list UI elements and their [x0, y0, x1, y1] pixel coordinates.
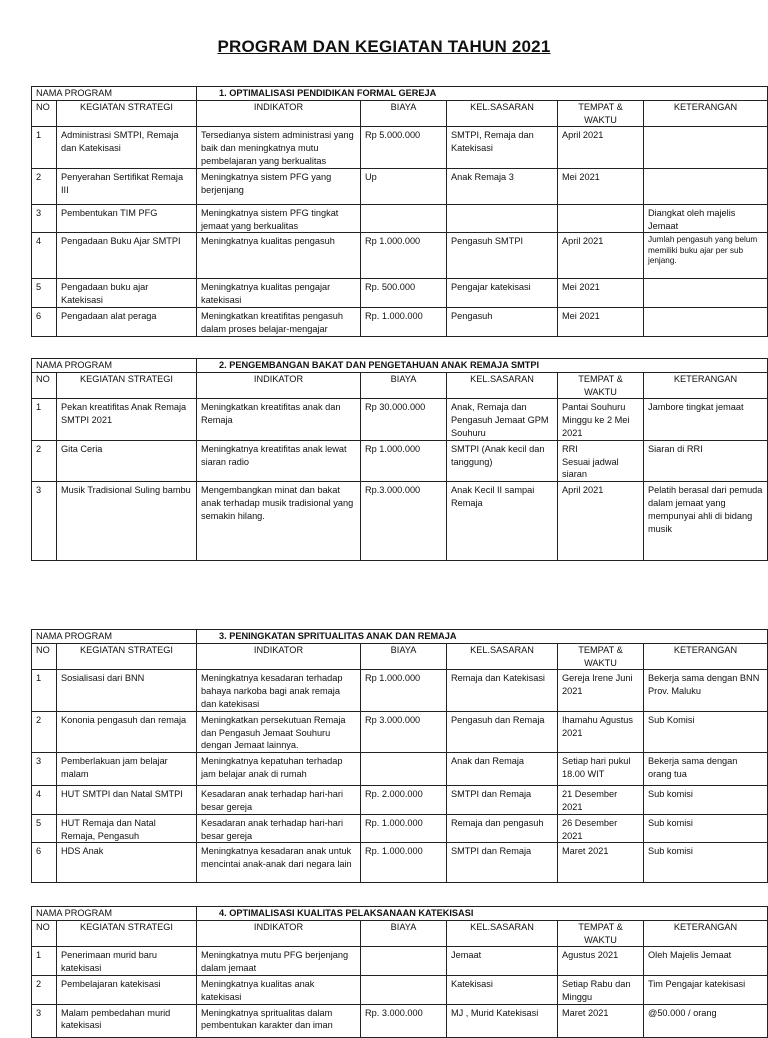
header-indikator: INDIKATOR — [197, 100, 361, 127]
cell-kegiatan-strategi: Penerimaan murid baru katekisasi — [57, 947, 197, 976]
header-no: NO — [32, 372, 57, 399]
cell-tempat-waktu: Ihamahu Agustus 2021 — [558, 711, 644, 752]
table-row — [32, 947, 768, 976]
header-tempat-waktu: TEMPAT & WAKTU — [558, 920, 644, 947]
cell-kegiatan-strategi: Pemberlakuan jam belajar malam — [57, 753, 197, 786]
cell-keterangan: Sub komisi — [644, 843, 768, 883]
cell-no: 3 — [32, 204, 57, 233]
cell-no: 1 — [32, 399, 57, 440]
cell-biaya: Rp. 1.000.000 — [361, 814, 447, 843]
cell-tempat-waktu: Maret 2021 — [558, 843, 644, 883]
table-row — [32, 753, 768, 786]
cell-kegiatan-strategi: HDS Anak — [57, 843, 197, 883]
cell-no: 1 — [32, 670, 57, 711]
cell-no: 2 — [32, 168, 57, 204]
header-no: NO — [32, 920, 57, 947]
program-label: NAMA PROGRAM — [32, 630, 197, 644]
cell-biaya — [361, 975, 447, 1004]
cell-biaya: Rp. 1.000.000 — [361, 843, 447, 883]
cell-indikator: Meningkatnya kualitas pengajar katekisasi — [197, 279, 361, 308]
cell-tempat-waktu: Setiap hari pukul 18.00 WIT — [558, 753, 644, 786]
header-indikator: INDIKATOR — [197, 372, 361, 399]
cell-kel-sasaran: Anak dan Remaja — [447, 753, 558, 786]
cell-kel-sasaran: SMTPI, Remaja dan Katekisasi — [447, 127, 558, 168]
header-kegiatan-strategi: KEGIATAN STRATEGI — [57, 100, 197, 127]
program-title: 3. PENINGKATAN SPRITUALITAS ANAK DAN REMAJA — [197, 630, 768, 644]
cell-indikator: Meningkatnya kualitas anak katekisasi — [197, 975, 361, 1004]
header-row — [32, 100, 768, 127]
cell-indikator: Meningkatnya spritualitas dalam pembentukan karakter dan iman — [197, 1004, 361, 1037]
cell-indikator: Meningkatnya sistem PFG yang berjenjang — [197, 168, 361, 204]
program-table-2 — [31, 358, 768, 561]
cell-indikator: Kesadaran anak terhadap hari-hari besar gereja — [197, 786, 361, 815]
cell-biaya: Rp 30.000.000 — [361, 399, 447, 440]
cell-indikator: Meningkatnya kreatifitas anak lewat siaran radio — [197, 440, 361, 481]
cell-no: 6 — [32, 843, 57, 883]
header-row — [32, 643, 768, 670]
cell-tempat-waktu: Setiap Rabu dan Minggu — [558, 975, 644, 1004]
cell-kel-sasaran: SMTPI dan Remaja — [447, 786, 558, 815]
cell-no: 3 — [32, 482, 57, 561]
cell-kegiatan-strategi: Pengadaan Buku Ajar SMTPI — [57, 233, 197, 279]
cell-keterangan — [644, 307, 768, 336]
cell-kel-sasaran: Pengajar katekisasi — [447, 279, 558, 308]
program-title: 4. OPTIMALISASI KUALITAS PELAKSANAAN KATEKISASI — [197, 907, 768, 921]
cell-biaya: Rp 1.000.000 — [361, 233, 447, 279]
cell-tempat-waktu: Mei 2021 — [558, 279, 644, 308]
table-row — [32, 307, 768, 336]
cell-tempat-waktu: 26 Desember 2021 — [558, 814, 644, 843]
cell-kel-sasaran: Anak Remaja 3 — [447, 168, 558, 204]
program-table-1 — [31, 86, 768, 337]
header-no: NO — [32, 643, 57, 670]
cell-keterangan: Siaran di RRI — [644, 440, 768, 481]
cell-kegiatan-strategi: Musik Tradisional Suling bambu — [57, 482, 197, 561]
cell-no: 6 — [32, 307, 57, 336]
program-table-3 — [31, 629, 768, 883]
table-row — [32, 786, 768, 815]
cell-indikator: Meningkatnya mutu PFG berjenjang dalam jemaat — [197, 947, 361, 976]
cell-kel-sasaran: Remaja dan Katekisasi — [447, 670, 558, 711]
cell-keterangan: Jumlah pengasuh yang belum memiliki buku ajar per sub jenjang. — [644, 233, 768, 279]
cell-kegiatan-strategi: Malam pembedahan murid katekisasi — [57, 1004, 197, 1037]
table-row — [32, 482, 768, 561]
cell-kel-sasaran: Pengasuh dan Remaja — [447, 711, 558, 752]
cell-tempat-waktu: Pantai Souhuru Minggu ke 2 Mei 2021 — [558, 399, 644, 440]
cell-no: 2 — [32, 440, 57, 481]
cell-no: 5 — [32, 279, 57, 308]
cell-kel-sasaran: Anak, Remaja dan Pengasuh Jemaat GPM Souhuru — [447, 399, 558, 440]
table-row — [32, 1004, 768, 1037]
program-name-row — [32, 87, 768, 101]
cell-indikator: Tersedianya sistem administrasi yang baik dan meningkatnya mutu pembelajaran yang berkualitas — [197, 127, 361, 168]
cell-kel-sasaran: Pengasuh SMTPI — [447, 233, 558, 279]
header-biaya: BIAYA — [361, 643, 447, 670]
cell-keterangan: Jambore tingkat jemaat — [644, 399, 768, 440]
cell-indikator: Meningkatnya kepatuhan terhadap jam belajar anak di rumah — [197, 753, 361, 786]
cell-biaya: Rp 1.000.000 — [361, 670, 447, 711]
cell-tempat-waktu: Maret 2021 — [558, 1004, 644, 1037]
table-row — [32, 204, 768, 233]
cell-kegiatan-strategi: HUT SMTPI dan Natal SMTPI — [57, 786, 197, 815]
table-row — [32, 843, 768, 883]
cell-tempat-waktu: Agustus 2021 — [558, 947, 644, 976]
cell-keterangan: Oleh Majelis Jemaat — [644, 947, 768, 976]
cell-kel-sasaran: SMTPI (Anak kecil dan tanggung) — [447, 440, 558, 481]
cell-no: 1 — [32, 127, 57, 168]
cell-kegiatan-strategi: HUT Remaja dan Natal Remaja, Pengasuh — [57, 814, 197, 843]
cell-biaya: Up — [361, 168, 447, 204]
program-label: NAMA PROGRAM — [32, 87, 197, 101]
cell-kegiatan-strategi: Kononia pengasuh dan remaja — [57, 711, 197, 752]
page-title: PROGRAM DAN KEGIATAN TAHUN 2021 — [217, 37, 551, 56]
header-kegiatan-strategi: KEGIATAN STRATEGI — [57, 920, 197, 947]
cell-keterangan: Sub komisi — [644, 786, 768, 815]
cell-kel-sasaran: Katekisasi — [447, 975, 558, 1004]
cell-kel-sasaran: MJ , Murid Katekisasi — [447, 1004, 558, 1037]
program-label: NAMA PROGRAM — [32, 359, 197, 373]
program-label: NAMA PROGRAM — [32, 907, 197, 921]
cell-indikator: Meningkatnya kesadaran terhadap bahaya narkoba bagi anak remaja dan katekisasi — [197, 670, 361, 711]
cell-kegiatan-strategi: Pembelajaran katekisasi — [57, 975, 197, 1004]
table-row — [32, 399, 768, 440]
cell-indikator: Meningkatkan persekutuan Remaja dan Pengasuh Jemaat Souhuru dengan Jemaat lainnya. — [197, 711, 361, 752]
header-kel-sasaran: KEL.SASARAN — [447, 920, 558, 947]
cell-biaya: Rp.3.000.000 — [361, 482, 447, 561]
header-keterangan: KETERANGAN — [644, 372, 768, 399]
header-keterangan: KETERANGAN — [644, 920, 768, 947]
table-row — [32, 711, 768, 752]
header-no: NO — [32, 100, 57, 127]
cell-tempat-waktu — [558, 204, 644, 233]
header-biaya: BIAYA — [361, 372, 447, 399]
table-row — [32, 440, 768, 481]
header-tempat-waktu: TEMPAT & WAKTU — [558, 372, 644, 399]
header-kegiatan-strategi: KEGIATAN STRATEGI — [57, 643, 197, 670]
cell-tempat-waktu: April 2021 — [558, 482, 644, 561]
cell-biaya — [361, 204, 447, 233]
cell-tempat-waktu: Mei 2021 — [558, 168, 644, 204]
cell-kegiatan-strategi: Administrasi SMTPI, Remaja dan Katekisasi — [57, 127, 197, 168]
program-name-row — [32, 630, 768, 644]
table-row — [32, 168, 768, 204]
cell-indikator: Meningkatkan kreatifitas anak dan Remaja — [197, 399, 361, 440]
header-kel-sasaran: KEL.SASARAN — [447, 372, 558, 399]
cell-keterangan: Pelatih berasal dari pemuda dalam jemaat yang mempunyai ahli di bidang musik — [644, 482, 768, 561]
header-kegiatan-strategi: KEGIATAN STRATEGI — [57, 372, 197, 399]
cell-keterangan — [644, 168, 768, 204]
cell-no: 4 — [32, 786, 57, 815]
program-title: 2. PENGEMBANGAN BAKAT DAN PENGETAHUAN ANAK REMAJA SMTPI — [197, 359, 768, 373]
cell-no: 5 — [32, 814, 57, 843]
cell-tempat-waktu: April 2021 — [558, 127, 644, 168]
table-row — [32, 670, 768, 711]
program-name-row — [32, 907, 768, 921]
cell-no: 3 — [32, 753, 57, 786]
cell-indikator: Meningkatkan kreatifitas pengasuh dalam proses belajar-mengajar — [197, 307, 361, 336]
header-biaya: BIAYA — [361, 920, 447, 947]
table-row — [32, 127, 768, 168]
cell-tempat-waktu: Gereja Irene Juni 2021 — [558, 670, 644, 711]
cell-tempat-waktu: Mei 2021 — [558, 307, 644, 336]
header-row — [32, 920, 768, 947]
header-keterangan: KETERANGAN — [644, 643, 768, 670]
cell-no: 2 — [32, 711, 57, 752]
cell-biaya — [361, 753, 447, 786]
cell-indikator: Meningkatnya kualitas pengasuh — [197, 233, 361, 279]
cell-biaya: Rp. 1.000.000 — [361, 307, 447, 336]
cell-keterangan — [644, 127, 768, 168]
cell-no: 2 — [32, 975, 57, 1004]
cell-indikator: Mengembangkan minat dan bakat anak terhadap musik tradisional yang semakin hilang. — [197, 482, 361, 561]
cell-keterangan — [644, 279, 768, 308]
cell-kegiatan-strategi: Pengadaan alat peraga — [57, 307, 197, 336]
cell-keterangan: Sub Komisi — [644, 711, 768, 752]
program-name-row — [32, 359, 768, 373]
header-biaya: BIAYA — [361, 100, 447, 127]
table-row — [32, 814, 768, 843]
cell-kegiatan-strategi: Gita Ceria — [57, 440, 197, 481]
cell-keterangan: @50.000 / orang — [644, 1004, 768, 1037]
cell-kel-sasaran — [447, 204, 558, 233]
cell-indikator: Meningkatnya sistem PFG tingkat jemaat yang berkualitas — [197, 204, 361, 233]
cell-biaya: Rp. 2.000.000 — [361, 786, 447, 815]
cell-no: 3 — [32, 1004, 57, 1037]
header-indikator: INDIKATOR — [197, 643, 361, 670]
header-kel-sasaran: KEL.SASARAN — [447, 643, 558, 670]
cell-kegiatan-strategi: Sosialisasi dari BNN — [57, 670, 197, 711]
cell-keterangan: Bekerja sama dengan BNN Prov. Maluku — [644, 670, 768, 711]
header-kel-sasaran: KEL.SASARAN — [447, 100, 558, 127]
program-title: 1. OPTIMALISASI PENDIDIKAN FORMAL GEREJA — [197, 87, 768, 101]
cell-kegiatan-strategi: Pengadaan buku ajar Katekisasi — [57, 279, 197, 308]
cell-keterangan: Diangkat oleh majelis Jemaat — [644, 204, 768, 233]
cell-tempat-waktu: RRI Sesuai jadwal siaran — [558, 440, 644, 481]
header-tempat-waktu: TEMPAT & WAKTU — [558, 643, 644, 670]
cell-keterangan: Sub komisi — [644, 814, 768, 843]
cell-tempat-waktu: April 2021 — [558, 233, 644, 279]
header-row — [32, 372, 768, 399]
cell-kel-sasaran: SMTPI dan Remaja — [447, 843, 558, 883]
cell-biaya: Rp 1.000.000 — [361, 440, 447, 481]
cell-keterangan: Bekerja sama dengan orang tua — [644, 753, 768, 786]
cell-biaya: Rp 3.000.000 — [361, 711, 447, 752]
cell-indikator: Meningkatnya kesadaran anak untuk mencintai anak-anak dari negara lain — [197, 843, 361, 883]
cell-kel-sasaran: Remaja dan pengasuh — [447, 814, 558, 843]
cell-kel-sasaran: Pengasuh — [447, 307, 558, 336]
cell-biaya — [361, 947, 447, 976]
header-indikator: INDIKATOR — [197, 920, 361, 947]
cell-no: 4 — [32, 233, 57, 279]
cell-keterangan: Tim Pengajar katekisasi — [644, 975, 768, 1004]
cell-biaya: Rp. 3.000.000 — [361, 1004, 447, 1037]
cell-biaya: Rp 5.000.000 — [361, 127, 447, 168]
cell-kegiatan-strategi: Pembentukan TIM PFG — [57, 204, 197, 233]
header-keterangan: KETERANGAN — [644, 100, 768, 127]
cell-kegiatan-strategi: Penyerahan Sertifikat Remaja III — [57, 168, 197, 204]
cell-biaya: Rp. 500.000 — [361, 279, 447, 308]
table-row — [32, 233, 768, 279]
cell-kel-sasaran: Anak Kecil II sampai Remaja — [447, 482, 558, 561]
cell-kegiatan-strategi: Pekan kreatifitas Anak Remaja SMTPI 2021 — [57, 399, 197, 440]
table-row — [32, 975, 768, 1004]
cell-no: 1 — [32, 947, 57, 976]
cell-indikator: Kesadaran anak terhadap hari-hari besar gereja — [197, 814, 361, 843]
table-row — [32, 279, 768, 308]
cell-kel-sasaran: Jemaat — [447, 947, 558, 976]
program-table-4 — [31, 906, 768, 1038]
cell-tempat-waktu: 21 Desember 2021 — [558, 786, 644, 815]
header-tempat-waktu: TEMPAT & WAKTU — [558, 100, 644, 127]
